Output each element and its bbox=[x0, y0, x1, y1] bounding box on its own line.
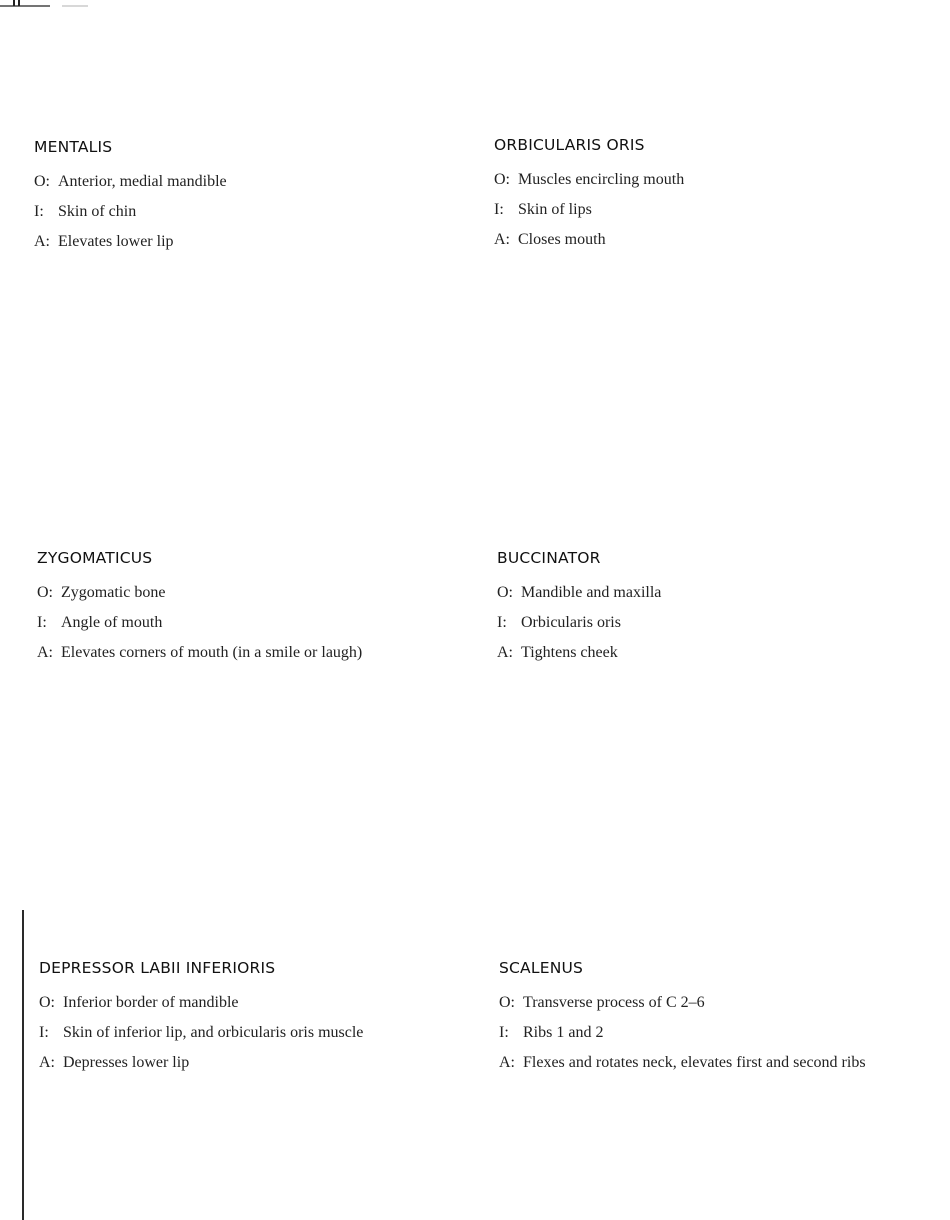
insertion-row bbox=[497, 608, 661, 638]
insertion-row bbox=[34, 197, 227, 227]
origin-value: Inferior border of mandible bbox=[63, 994, 239, 1011]
action-label: A: bbox=[494, 231, 510, 248]
action-label: A: bbox=[39, 1054, 55, 1071]
muscle-card-buccinator bbox=[497, 547, 661, 668]
origin-row bbox=[34, 167, 227, 197]
insertion-value: Skin of lips bbox=[518, 201, 592, 218]
muscle-card-depressor-labii-inferioris bbox=[39, 957, 363, 1078]
insertion-value: Orbicularis oris bbox=[521, 614, 621, 631]
action-row bbox=[37, 638, 362, 668]
action-label: A: bbox=[499, 1054, 515, 1071]
action-label: A: bbox=[37, 644, 53, 661]
muscle-title: SCALENUS bbox=[499, 959, 584, 977]
insertion-row bbox=[37, 608, 362, 638]
origin-label: O: bbox=[494, 171, 510, 188]
origin-label: O: bbox=[34, 173, 50, 190]
insertion-label: I: bbox=[34, 203, 44, 220]
action-row bbox=[494, 225, 684, 255]
origin-value: Mandible and maxilla bbox=[521, 584, 662, 601]
insertion-label: I: bbox=[37, 614, 47, 631]
origin-row bbox=[37, 578, 362, 608]
action-row bbox=[34, 227, 227, 257]
insertion-row bbox=[494, 195, 684, 225]
insertion-label: I: bbox=[499, 1024, 509, 1041]
action-value: Depresses lower lip bbox=[63, 1054, 190, 1071]
action-row bbox=[39, 1048, 363, 1078]
muscle-title: DEPRESSOR LABII INFERIORIS bbox=[39, 959, 276, 977]
origin-label: O: bbox=[499, 994, 515, 1011]
insertion-label: I: bbox=[497, 614, 507, 631]
insertion-row bbox=[39, 1018, 363, 1048]
action-value: Tightens cheek bbox=[521, 644, 618, 661]
page-corner-mark bbox=[0, 0, 90, 10]
origin-row bbox=[39, 988, 363, 1018]
origin-value: Anterior, medial mandible bbox=[58, 173, 227, 190]
action-value: Flexes and rotates neck, elevates first and second ribs bbox=[523, 1054, 866, 1071]
action-row bbox=[499, 1048, 866, 1078]
origin-row bbox=[499, 988, 866, 1018]
origin-value: Transverse process of C 2–6 bbox=[523, 994, 705, 1011]
action-row bbox=[497, 638, 661, 668]
action-value: Elevates corners of mouth (in a smile or laugh) bbox=[61, 644, 363, 661]
insertion-row bbox=[499, 1018, 866, 1048]
muscle-title: ZYGOMATICUS bbox=[37, 549, 153, 567]
action-value: Elevates lower lip bbox=[58, 233, 174, 250]
origin-row bbox=[494, 165, 684, 195]
insertion-label: I: bbox=[39, 1024, 49, 1041]
origin-label: O: bbox=[37, 584, 53, 601]
muscle-title: ORBICULARIS ORIS bbox=[494, 136, 645, 154]
action-label: A: bbox=[34, 233, 50, 250]
action-label: A: bbox=[497, 644, 513, 661]
muscle-card-mentalis bbox=[34, 136, 227, 257]
insertion-value: Angle of mouth bbox=[61, 614, 163, 631]
insertion-value: Skin of inferior lip, and orbicularis oris muscle bbox=[63, 1024, 364, 1041]
muscle-card-scalenus bbox=[499, 957, 866, 1078]
origin-row bbox=[497, 578, 661, 608]
margin-rule bbox=[22, 910, 24, 1220]
insertion-value: Ribs 1 and 2 bbox=[523, 1024, 604, 1041]
action-value: Closes mouth bbox=[518, 231, 606, 248]
origin-value: Zygomatic bone bbox=[61, 584, 166, 601]
muscle-card-zygomaticus bbox=[37, 547, 362, 668]
muscle-card-orbicularis-oris bbox=[494, 134, 684, 255]
origin-value: Muscles encircling mouth bbox=[518, 171, 685, 188]
muscle-title: MENTALIS bbox=[34, 138, 113, 156]
insertion-label: I: bbox=[494, 201, 504, 218]
muscle-title: BUCCINATOR bbox=[497, 549, 601, 567]
origin-label: O: bbox=[39, 994, 55, 1011]
origin-label: O: bbox=[497, 584, 513, 601]
insertion-value: Skin of chin bbox=[58, 203, 137, 220]
